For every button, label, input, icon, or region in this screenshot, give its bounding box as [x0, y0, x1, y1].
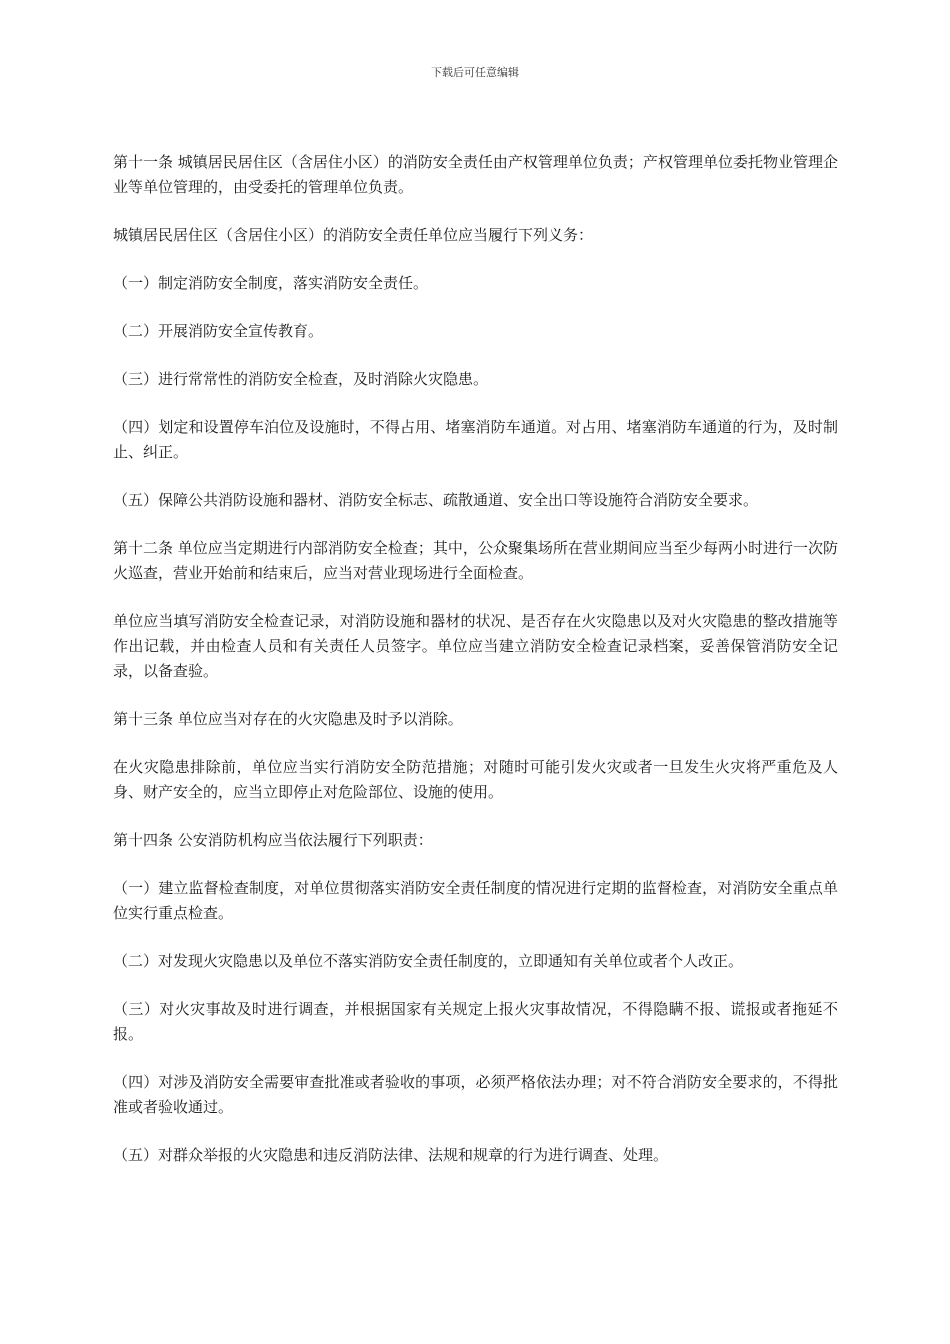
- paragraph-responsibility-5: （五）对群众举报的火灾隐患和违反消防法律、法规和规章的行为进行调查、处理。: [113, 1146, 669, 1164]
- paragraph-responsibility-4: （四）对涉及消防安全需要审查批准或者验收的事项，必须严格依法办理；对不符合消防安全要求的，不得批准或者验收通过。: [113, 1073, 838, 1116]
- paragraph-article-12: 第十二条 单位应当定期进行内部消防安全检查；其中，公众聚集场所在营业期间应当至少每两小时进行一次防火巡查，营业开始前和结束后，应当对营业现场进行全面检查。: [113, 539, 838, 582]
- paragraph-article-13: 第十三条 单位应当对存在的火灾隐患及时予以消除。: [113, 710, 463, 728]
- paragraph-duty-4: （四）划定和设置停车泊位及设施时，不得占用、堵塞消防车通道。对占用、堵塞消防车通道的行为，及时制止、纠正。: [113, 418, 838, 461]
- document-body: [113, 150, 838, 1191]
- paragraph-article-11: 第十一条 城镇居民居住区（含居住小区）的消防安全责任由产权管理单位负责；产权管理单位委托物业管理企业等单位管理的，由受委托的管理单位负责。: [113, 153, 838, 196]
- paragraph-duty-1: （一）制定消防安全制度，落实消防安全责任。: [113, 274, 429, 292]
- paragraph-article-14: 第十四条 公安消防机构应当依法履行下列职责：: [113, 831, 433, 849]
- paragraph-duty-5: （五）保障公共消防设施和器材、消防安全标志、疏散通道、安全出口等设施符合消防安全要求。: [113, 491, 759, 509]
- header-note: 下载后可任意编辑: [431, 66, 519, 79]
- paragraph-hazard-measures: 在火灾隐患排除前，单位应当实行消防安全防范措施；对随时可能引发火灾或者一旦发生火灾将严重危及人身、财产安全的，应当立即停止对危险部位、设施的使用。: [113, 758, 838, 801]
- paragraph-residential-duties-intro: 城镇居民居住区（含居住小区）的消防安全责任单位应当履行下列义务：: [113, 226, 594, 244]
- paragraph-duty-2: （二）开展消防安全宣传教育。: [113, 322, 324, 340]
- paragraph-responsibility-2: （二）对发现火灾隐患以及单位不落实消防安全责任制度的，立即通知有关单位或者个人改正。: [113, 952, 744, 970]
- paragraph-inspection-records: 单位应当填写消防安全检查记录，对消防设施和器材的状况、是否存在火灾隐患以及对火灾隐患的整改措施等作出记载，并由检查人员和有关责任人员签字。单位应当建立消防安全检查记录档案，妥善保管消防安全记录，以备查验。: [113, 612, 838, 680]
- paragraph-responsibility-3: （三）对火灾事故及时进行调查，并根据国家有关规定上报火灾事故情况，不得隐瞒不报、谎报或者拖延不报。: [113, 1000, 838, 1043]
- paragraph-duty-3: （三）进行常常性的消防安全检查，及时消除火灾隐患。: [113, 370, 489, 388]
- paragraph-responsibility-1: （一）建立监督检查制度，对单位贯彻落实消防安全责任制度的情况进行定期的监督检查，对消防安全重点单位实行重点检查。: [113, 879, 838, 922]
